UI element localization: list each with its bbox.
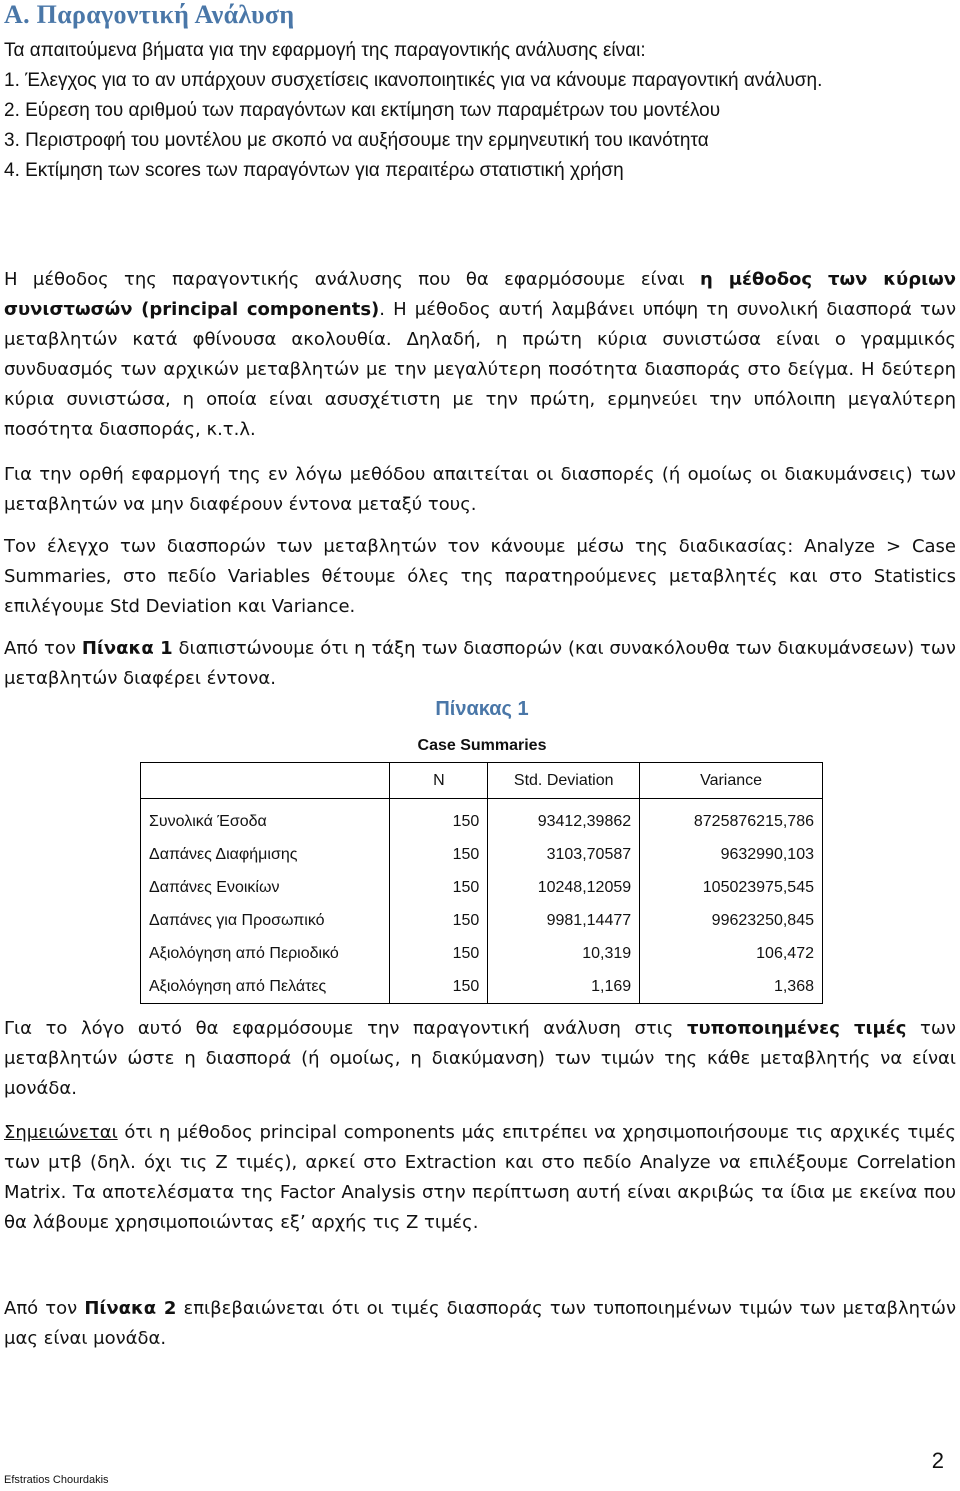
intro-block [4, 36, 956, 186]
list-item: 4. Εκτίμηση των scores των παραγόντων για περαιτέρω στατιστική χρήση [4, 160, 624, 181]
list-item: 2. Εύρεση του αριθμού των παραγόντων και εκτίμηση των παραμέτρων του μοντέλου [4, 100, 721, 121]
paragraph-note: Σημειώνεται ότι η μέθοδος principal components μάς επιτρέπει να χρησιμοποιήσουμε τις αρχικές τιμές των μτβ (δηλ. όχι τις Z τιμές), αρκεί στο Extraction και στο πεδίο Analyze να επιλέξουμε Correlation Matrix. Τα αποτελέσματα της Factor Analysis στην περίπτωση αυτή είναι ακριβώς τα ίδια με εκείνα που θα λάβουμε χρησιμοποιώντας εξ’ αρχής τις Z τιμές. [4, 1122, 956, 1233]
cell-variance: 99623250,845 [640, 904, 823, 937]
steps-list [4, 66, 956, 186]
cell-std: 3103,70587 [488, 838, 640, 871]
paragraph-requirement: Για την ορθή εφαρμογή της εν λόγω μεθόδου απαιτείται οι διασπορές (ή ομοίως οι διακυμάνσεις) των μεταβλητών να μην διαφέρουν έντονα μεταξύ τους. [4, 464, 956, 515]
table-title: Case Summaries [417, 737, 547, 754]
table-row [141, 799, 823, 839]
case-summaries-table [140, 762, 823, 1004]
paragraph-standardized: Για το λόγο αυτό θα εφαρμόσουμε την παραγοντική ανάλυση στις τυποποιημένες τιμές των μεταβλητών ώστε η διασπορά (ή ομοίως, η διακύμανση) των τιμών της κάθε μεταβλητής να είναι μονάδα. [4, 1018, 956, 1099]
cell-n: 150 [390, 799, 488, 839]
row-label: Αξιολόγηση από Πελάτες [141, 970, 390, 1004]
cell-variance: 106,472 [640, 937, 823, 970]
table-caption: Πίνακας 1 [435, 698, 529, 720]
cell-n: 150 [390, 937, 488, 970]
table-row [141, 871, 823, 904]
cell-std: 9981,14477 [488, 904, 640, 937]
row-label: Αξιολόγηση από Περιοδικό [141, 937, 390, 970]
cell-variance: 105023975,545 [640, 871, 823, 904]
cell-variance: 1,368 [640, 970, 823, 1004]
paragraph-method: Η μέθοδος της παραγοντικής ανάλυσης που θα εφαρμόσουμε είναι η μέθοδος των κύριων συνιστωσών (principal components). Η μέθοδος αυτή λαμβάνει υπόψη τη συνολική διασπορά των μεταβλητών κατά φθίνουσα ακολουθία. Δηλαδή, η πρώτη κύρια συνιστώσα είναι ο γραμμικός συνδυασμός των αρχικών μεταβλητών με την μεγαλύτερη ποσότητα διασποράς στο δείγμα. Η δεύτερη κύρια συνιστώσα, η οποία είναι ασυσχέτιστη με την πρώτη, ερμηνεύει την υπόλοιπη μεγαλύτερη ποσότητα διασποράς, κ.τ.λ. [4, 269, 957, 440]
bold-term: Πίνακα 2 [84, 1298, 177, 1319]
bold-term: Πίνακα 1 [81, 638, 173, 659]
cell-n: 150 [390, 871, 488, 904]
header-cell: N [390, 763, 488, 799]
list-item: 1. Έλεγχος για το αν υπάρχουν συσχετίσεις ικανοποιητικές για να κάνουμε παραγοντική ανάλυση. [4, 70, 823, 91]
header-cell [141, 763, 390, 799]
row-label: Δαπάνες Ενοικίων [141, 871, 390, 904]
cell-n: 150 [390, 970, 488, 1004]
cell-std: 10,319 [488, 937, 640, 970]
bold-term: η μέθοδος των κύριων συνιστωσών (principal components) [4, 269, 957, 320]
footer-author: Efstratios Chourdakis [4, 1474, 109, 1486]
table-header-row [141, 763, 823, 799]
table-row [141, 970, 823, 1004]
underlined-term: Σημειώνεται [4, 1122, 118, 1143]
row-label: Συνολικά Έσοδα [141, 799, 390, 839]
header-cell: Variance [640, 763, 823, 799]
paragraph-table1-ref: Από τον Πίνακα 1 διαπιστώνουμε ότι η τάξη των διασπορών (και συνακόλουθα των διακυμάνσεων) των μεταβλητών διαφέρει έντονα. [4, 638, 956, 689]
row-label: Δαπάνες για Προσωπικό [141, 904, 390, 937]
page-number: 2 [931, 1448, 944, 1473]
header-cell: Std. Deviation [488, 763, 640, 799]
cell-n: 150 [390, 904, 488, 937]
table-row [141, 937, 823, 970]
paragraph-table2-ref: Από τον Πίνακα 2 επιβεβαιώνεται ότι οι τιμές διασποράς των τυποποιημένων τιμών των μεταβλητών μας είναι μονάδα. [4, 1298, 956, 1349]
intro-line: Τα απαιτούμενα βήματα για την εφαρμογή της παραγοντικής ανάλυσης είναι: [4, 40, 646, 61]
bold-term: τυποποιημένες τιμές [686, 1018, 907, 1039]
paragraph-procedure: Τον έλεγχο των διασπορών των μεταβλητών τον κάνουμε μέσω της διαδικασίας: Analyze > Case Summaries, στο πεδίο Variables θέτουμε όλες της παρατηρούμενες μεταβλητές και στο Statistics επιλέγουμε Std Deviation και Variance. [4, 536, 956, 617]
list-item: 3. Περιστροφή του μοντέλου με σκοπό να αυξήσουμε την ερμηνευτική του ικανότητα [4, 130, 709, 151]
cell-variance: 8725876215,786 [640, 799, 823, 839]
row-label: Δαπάνες Διαφήμισης [141, 838, 390, 871]
table-row [141, 838, 823, 871]
cell-std: 93412,39862 [488, 799, 640, 839]
section-heading: Α. Παραγοντική Ανάλυση [4, 0, 295, 29]
cell-std: 1,169 [488, 970, 640, 1004]
cell-variance: 9632990,103 [640, 838, 823, 871]
table-row [141, 904, 823, 937]
cell-std: 10248,12059 [488, 871, 640, 904]
cell-n: 150 [390, 838, 488, 871]
